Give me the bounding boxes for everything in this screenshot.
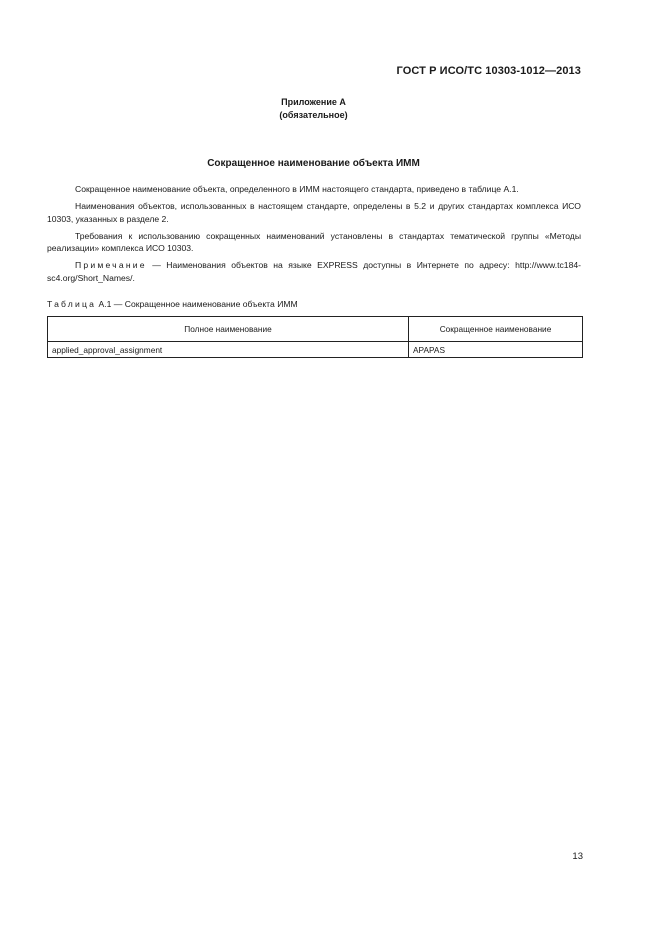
header-full-name: Полное наименование: [48, 317, 409, 342]
note-label: Примечание: [75, 260, 147, 271]
standard-designation: ГОСТ Р ИСО/ТС 10303-1012—2013: [396, 65, 581, 77]
short-names-table: [47, 316, 583, 358]
paragraph-3: Требования к использованию сокращенных наименований установлены в стандартах тематической группы «Методы реализации» комплекса ИСО 10303.: [47, 230, 581, 254]
page-number: 13: [572, 851, 583, 862]
annex-title: Приложение А: [281, 97, 346, 107]
cell-short-name: APAPAS: [409, 342, 583, 358]
table-caption-label: Таблица: [47, 299, 97, 309]
annex-heading: [0, 96, 627, 122]
note-text: — Наименования объектов на языке EXPRESS доступны в Интернете по адресу: http://www.tc184-sc4.org/Short_Names/.: [47, 260, 581, 283]
cell-full-name: applied_approval_assignment: [48, 342, 409, 358]
table-caption-text: А.1 — Сокращенное наименование объекта ИММ: [96, 299, 298, 309]
table-header-row: [48, 317, 583, 342]
table-row: [48, 342, 583, 358]
paragraph-1: Сокращенное наименование объекта, определенного в ИММ настоящего стандарта, приведено в таблице А.1.: [75, 184, 519, 194]
note-paragraph: [47, 259, 581, 284]
paragraph-2: Наименования объектов, использованных в настоящем стандарте, определены в 5.2 и других стандартах комплекса ИСО 10303, указанных в разделе 2.: [47, 201, 581, 224]
body-text: [47, 183, 581, 284]
section-title: Сокращенное наименование объекта ИММ: [207, 158, 420, 169]
header-short-name: Сокращенное наименование: [409, 317, 583, 342]
table-caption: [47, 299, 298, 309]
annex-status: (обязательное): [279, 110, 348, 120]
